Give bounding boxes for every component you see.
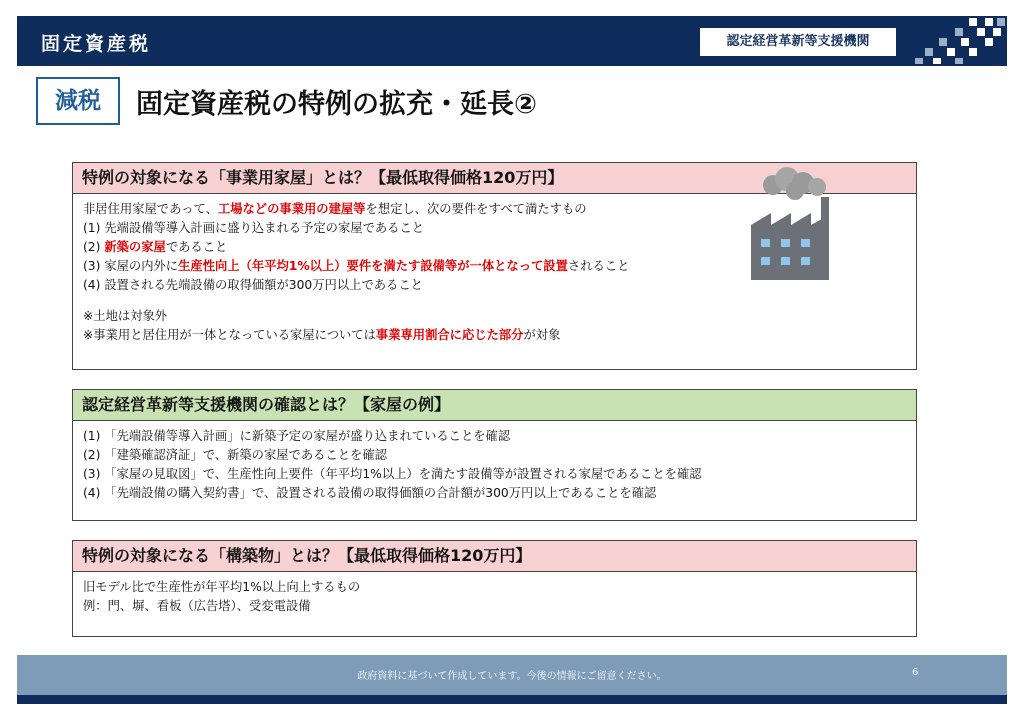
section-certification-check — [72, 389, 917, 521]
requirement-line: (2) 新築の家屋であること — [83, 240, 228, 254]
checker-pattern — [905, 16, 1007, 66]
requirement-line: (3) 家屋の内外に生産性向上（年平均1%以上）要件を満たす設備等が一体となって設置されること — [83, 259, 630, 273]
requirement-line: (1) 先端設備等導入計画に盛り込まれる予定の家屋であること — [83, 221, 425, 235]
header-badge: 認定経営革新等支援機関 — [700, 28, 896, 56]
footer-strip — [17, 695, 1007, 704]
header-title: 固定資産税 — [41, 33, 152, 55]
check-item: (3) 「家屋の見取図」で、生産性向上要件（年平均1%以上）を満たす設備等が設置される家屋であることを確認 — [83, 467, 702, 481]
structure-line: 例：門、塀、看板（広告塔）、受変電設備 — [83, 599, 311, 613]
check-item: (1) 「先端設備等導入計画」に新築予定の家屋が盛り込まれていることを確認 — [83, 429, 511, 443]
section-structures — [72, 540, 917, 637]
check-item: (4) 「先端設備の購入契約書」で、設置される設備の取得価額の合計額が300万円以上であることを確認 — [83, 486, 657, 500]
footer-note: 政府資料に基づいて作成しています。今後の情報にご留意ください。 — [357, 671, 667, 682]
section-title: 認定経営革新等支援機関の確認とは？【家屋の例】 — [73, 390, 916, 421]
category-tag: 減税 — [36, 77, 120, 125]
structure-line: 旧モデル比で生産性が年平均1%以上向上するもの — [83, 580, 361, 594]
note-line: ※土地は対象外 — [83, 309, 168, 323]
requirement-line: (4) 設置される先端設備の取得価額が300万円以上であること — [83, 278, 423, 292]
page-title: 固定資産税の特例の拡充・延長② — [136, 89, 537, 120]
check-item: (2) 「建築確認済証」で、新築の家屋であることを確認 — [83, 448, 387, 462]
footer-bar — [17, 655, 1007, 695]
factory-icon — [745, 165, 835, 280]
header-bar — [17, 16, 985, 66]
note-line: ※事業用と居住用が一体となっている家屋については事業専用割合に応じた部分が対象 — [83, 328, 561, 342]
section-title: 特例の対象になる「構築物」とは？【最低取得価格120万円】 — [73, 541, 916, 572]
section-title: 特例の対象になる「事業用家屋」とは？【最低取得価格120万円】 — [73, 163, 916, 194]
page-number: 6 — [912, 667, 919, 678]
requirement-line: 非居住用家屋であって、工場などの事業用の建屋等を想定し、次の要件をすべて満たすもの — [83, 202, 587, 216]
